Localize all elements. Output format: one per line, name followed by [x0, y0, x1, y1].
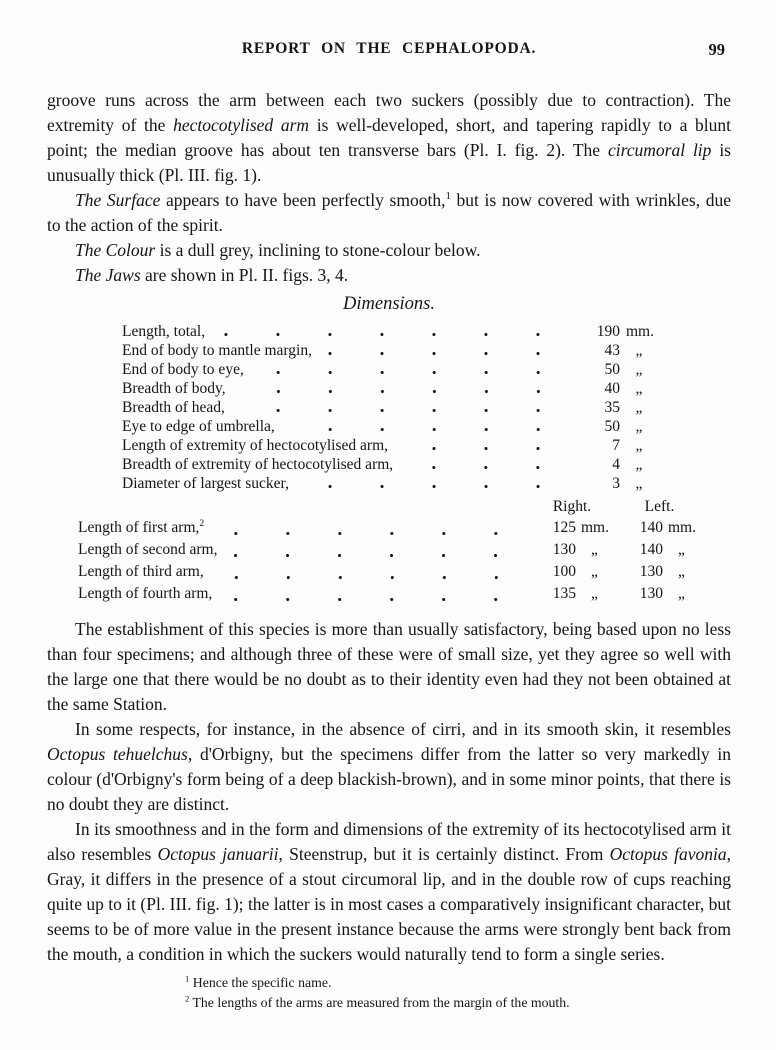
dimension-label: Length of extremity of hectocotylised arm, — [122, 437, 388, 454]
dimension-value: 7 — [612, 437, 620, 454]
left-value: 130 — [639, 585, 663, 602]
dot-leader — [216, 563, 530, 585]
dimension-row — [122, 399, 652, 418]
dimension-value: 4 — [612, 456, 620, 473]
arm-length-row — [78, 563, 695, 585]
running-title: REPORT ON THE CEPHALOPODA. — [241, 40, 537, 57]
dot-leader — [256, 361, 572, 380]
dimension-row — [122, 380, 652, 399]
dot-leader — [237, 399, 572, 418]
dimension-label: Diameter of largest sucker, — [122, 475, 289, 492]
arm-length-row — [78, 585, 695, 607]
dimension-label: Length, total, — [122, 323, 206, 340]
text-segment: Octopus tehuelchus — [47, 744, 188, 764]
dimension-value: 3 — [612, 475, 620, 492]
dimension-row — [122, 361, 652, 380]
dimension-value: 43 — [604, 342, 620, 359]
page-header — [47, 40, 731, 62]
paragraph — [47, 617, 731, 717]
dot-leader — [217, 323, 572, 342]
dimension-row — [122, 456, 652, 475]
dimension-row — [122, 437, 652, 456]
column-header-right: Right. — [552, 498, 592, 515]
text-segment: The Jaws — [75, 265, 141, 285]
right-value: 100 — [552, 563, 576, 580]
paragraph — [47, 238, 731, 263]
dot-leader — [229, 541, 530, 563]
dimension-label: End of body to mantle margin, — [122, 342, 312, 359]
arm-lengths-table — [78, 498, 695, 607]
dot-leader — [216, 519, 530, 541]
right-value: 130 — [552, 541, 576, 558]
dot-leader — [224, 585, 530, 607]
dot-leader — [287, 418, 572, 437]
dimension-row — [122, 342, 652, 361]
text-segment: The establishment of this species is more than usually satisfactory, being based upon no less than four specimens; and although three of these were of small size, yet they agree so well with the large one that there would be no doubt as to their identity even had they not been obtained at the same Station. — [47, 619, 731, 714]
dimension-label: Breadth of extremity of hectocotylised arm, — [122, 456, 394, 473]
footnote-text: Hence the specific name. — [189, 975, 332, 990]
arm-length-row — [78, 519, 695, 541]
arm-table-rows — [78, 519, 695, 607]
text-segment: is well-developed, short, and tapering rapidly to a blunt point; the median groove has about ten transverse bars (Pl. I. fig. 2). The — [47, 115, 731, 160]
paragraph — [47, 188, 731, 238]
dimension-value: 35 — [604, 399, 620, 416]
right-unit: „ — [591, 541, 598, 558]
dimension-unit: mm. — [626, 323, 654, 340]
text-segment: circumoral lip — [607, 140, 712, 160]
dimension-value: 40 — [604, 380, 620, 397]
paragraph — [47, 717, 731, 817]
dimension-value: 190 — [596, 323, 620, 340]
right-value: 125 — [552, 519, 576, 536]
dimension-unit: „ — [635, 418, 643, 435]
dimension-label: End of body to eye, — [122, 361, 244, 378]
dimension-unit: „ — [635, 380, 643, 397]
right-value: 135 — [552, 585, 576, 602]
text-segment: appears to have been perfectly smooth, — [160, 190, 446, 210]
right-unit: „ — [591, 563, 598, 580]
text-segment: The Surface — [75, 190, 161, 210]
arm-length-row — [78, 541, 695, 563]
top-paragraphs — [47, 88, 731, 288]
dot-leader — [400, 437, 572, 456]
bottom-paragraphs — [47, 617, 731, 967]
text-segment: Octopus januarii — [157, 844, 279, 864]
footnote — [185, 973, 731, 993]
paragraph — [47, 88, 731, 188]
dimension-unit: „ — [635, 342, 643, 359]
footnote-marker: 1 — [445, 190, 451, 203]
dimensions-table — [122, 323, 652, 494]
left-value: 130 — [639, 563, 663, 580]
dimensions-heading: Dimensions. — [343, 294, 435, 314]
left-unit: „ — [678, 541, 685, 558]
footnote-marker: 1 — [185, 973, 190, 984]
left-unit: „ — [678, 563, 685, 580]
left-unit: mm. — [668, 519, 696, 536]
text-segment: is a dull grey, inclining to stone-colour below. — [155, 240, 481, 260]
dimension-unit: „ — [635, 437, 643, 454]
dimension-unit: „ — [635, 361, 643, 378]
arm-label: Length of fourth arm, — [78, 585, 213, 602]
page-number: 99 — [708, 40, 725, 59]
left-value: 140 — [639, 541, 663, 558]
dot-leader — [301, 475, 572, 494]
text-segment: , Gray, it differs in the presence of a stout circumoral lip, and in the double row of cups reaching quite up to it (Pl. III. fig. 1); the latter is in most cases a comparatively insignificant character, but seems to be of more value in the present instance because the arms were strongly bent back from the mouth, a condition in which the suckers would naturally tend to form a single series. — [47, 844, 731, 964]
footnote-marker: 2 — [185, 993, 190, 1004]
text-segment: are shown in Pl. II. figs. 3, 4. — [140, 265, 349, 285]
text-segment: is unusually thick (Pl. III. fig. 1). — [47, 140, 731, 185]
text-segment: The Colour — [75, 240, 156, 260]
footnote-text: The lengths of the arms are measured from the margin of the mouth. — [189, 995, 570, 1010]
dimension-label: Breadth of head, — [122, 399, 225, 416]
dimension-value: 50 — [604, 361, 620, 378]
dimension-row — [122, 418, 652, 437]
paragraph — [47, 817, 731, 967]
text-segment: Octopus favonia — [609, 844, 727, 864]
arm-table-header-row — [78, 498, 695, 519]
footnote-marker: 2 — [199, 517, 205, 529]
dimension-unit: „ — [635, 456, 643, 473]
dimension-label: Breadth of body, — [122, 380, 226, 397]
text-segment: but is now covered with wrinkles, due to the action of the spirit. — [47, 190, 731, 235]
left-value: 140 — [639, 519, 663, 536]
dimension-label: Eye to edge of umbrella, — [122, 418, 275, 435]
dimension-row — [122, 475, 652, 494]
footnote — [185, 993, 731, 1013]
dimension-unit: „ — [635, 475, 643, 492]
arm-label: Length of second arm, — [78, 541, 218, 558]
dot-leader — [405, 456, 572, 475]
text-segment: hectocotylised arm — [173, 115, 310, 135]
dimension-row — [122, 323, 652, 342]
arm-label: Length of first arm,$^2$ — [78, 517, 205, 536]
text-segment: In its smoothness and in the form and dimensions of the extremity of its hectocotylised arm it also resembles — [47, 819, 731, 864]
text-segment: In some respects, for instance, in the absence of cirri, and in its smooth skin, it resembles — [75, 719, 731, 739]
dimension-value: 50 — [604, 418, 620, 435]
text-segment: , Steenstrup, but it is certainly distinct. From — [278, 844, 610, 864]
arm-label: Length of third arm, — [78, 563, 204, 580]
right-unit: mm. — [581, 519, 609, 536]
paragraph — [47, 263, 731, 288]
right-unit: „ — [591, 585, 598, 602]
column-header-left: Left. — [644, 498, 675, 515]
dimension-unit: „ — [635, 399, 643, 416]
footnotes — [185, 973, 731, 1013]
text-segment: , d'Orbigny, but the specimens differ from the latter so very markedly in colour (d'Orbigny's form being of a deep blackish-brown), and in some minor points, that there is no doubt they are distinct. — [47, 744, 731, 814]
dot-leader — [324, 342, 572, 361]
dot-leader — [238, 380, 572, 399]
text-segment: groove runs across the arm between each two suckers (possibly due to contraction). The extremity of the — [47, 90, 731, 135]
left-unit: „ — [678, 585, 685, 602]
